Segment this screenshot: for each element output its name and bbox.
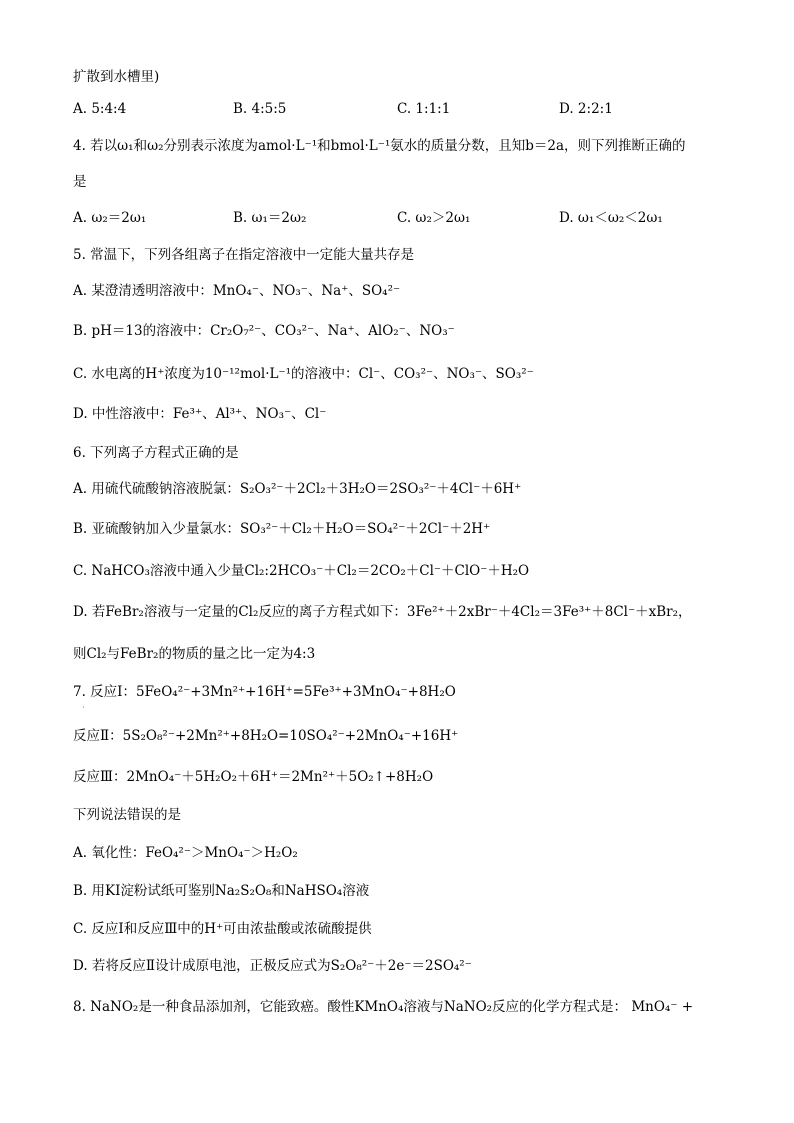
q4-option-a: A. ω₂＝2ω₁ bbox=[73, 210, 147, 226]
q7-reaction-3: 反应Ⅲ：2MnO₄⁻＋5H₂O₂＋6H⁺＝2Mn²⁺＋5O₂↑+8H₂O bbox=[73, 769, 434, 785]
q6-stem: 6. 下列离子方程式正确的是 bbox=[73, 445, 239, 461]
q5-option-d: D. 中性溶液中：Fe³⁺、Al³⁺、NO₃⁻、Cl⁻ bbox=[73, 406, 327, 422]
q6-option-c: C. NaHCO₃溶液中通入少量Cl₂:2HCO₃⁻＋Cl₂＝2CO₂＋Cl⁻＋ClO⁻＋H₂O bbox=[73, 563, 530, 579]
q3-option-a: A. 5:4:4 bbox=[73, 101, 127, 117]
q7-option-b: B. 用KI淀粉试纸可鉴别Na₂S₂O₈和NaHSO₄溶液 bbox=[73, 883, 370, 899]
q3-option-b: B. 4:5:5 bbox=[233, 101, 287, 117]
q7-reaction-1: 7. 反应Ⅰ：5FeO₄²⁻+3Mn²⁺+16H⁺=5Fe³⁺+3MnO₄⁻+8H₂O bbox=[73, 684, 456, 700]
stray-dot: · bbox=[82, 703, 85, 712]
q7-option-a: A. 氧化性：FeO₄²⁻＞MnO₄⁻＞H₂O₂ bbox=[73, 845, 298, 861]
q5-option-a: A. 某澄清透明溶液中：MnO₄⁻、NO₃⁻、Na⁺、SO₄²⁻ bbox=[73, 283, 401, 299]
q5-stem: 5. 常温下，下列各组离子在指定溶液中一定能大量共存是 bbox=[73, 247, 415, 263]
q4-stem: 4. 若以ω₁和ω₂分别表示浓度为amol·L⁻¹和bmol·L⁻¹氨水的质量分数，且知b＝2a，则下列推断正确的 bbox=[73, 138, 686, 154]
q6-option-d: D. 若FeBr₂溶液与一定量的Cl₂反应的离子方程式如下：3Fe²⁺＋2xBr⁻＋4Cl₂＝3Fe³⁺＋8Cl⁻＋xBr₂， bbox=[73, 604, 692, 620]
q4-option-b: B. ω₁＝2ω₂ bbox=[233, 210, 307, 226]
q4-stem-cont: 是 bbox=[73, 174, 87, 190]
q7-option-c: C. 反应Ⅰ和反应Ⅲ中的H⁺可由浓盐酸或浓硫酸提供 bbox=[73, 921, 372, 937]
q6-option-a: A. 用硫代硫酸钠溶液脱氯：S₂O₃²⁻＋2Cl₂＋3H₂O＝2SO₃²⁻＋4Cl⁻＋6H⁺ bbox=[73, 481, 522, 497]
q7-stem: 下列说法错误的是 bbox=[73, 807, 181, 823]
q4-option-d: D. ω₁＜ω₂＜2ω₁ bbox=[559, 210, 663, 226]
q7-option-d: D. 若将反应Ⅱ设计成原电池，正极反应式为S₂O₈²⁻＋2e⁻＝2SO₄²⁻ bbox=[73, 958, 472, 974]
q3-option-c: C. 1:1:1 bbox=[397, 101, 451, 117]
q6-option-d-cont: 则Cl₂与FeBr₂的物质的量之比一定为4:3 bbox=[73, 646, 316, 662]
q6-option-b: B. 亚硫酸钠加入少量氯水：SO₃²⁻＋Cl₂＋H₂O＝SO₄²⁻＋2Cl⁻＋2H⁺ bbox=[73, 521, 491, 537]
q5-option-b: B. pH＝13的溶液中：Cr₂O₇²⁻、CO₃²⁻、Na⁺、AlO₂⁻、NO₃⁻ bbox=[73, 323, 455, 339]
q3-continuation: 扩散到水槽里) bbox=[73, 69, 160, 85]
q3-option-d: D. 2:2:1 bbox=[559, 101, 613, 117]
q5-option-c: C. 水电离的H⁺浓度为10⁻¹²mol·L⁻¹的溶液中：Cl⁻、CO₃²⁻、NO₃⁻、SO₃²⁻ bbox=[73, 366, 534, 382]
q7-reaction-2: 反应Ⅱ：5S₂O₈²⁻+2Mn²⁺+8H₂O=10SO₄²⁻+2MnO₄⁻+16H⁺ bbox=[73, 728, 459, 744]
q4-option-c: C. ω₂＞2ω₁ bbox=[397, 210, 471, 226]
q8-stem: 8. NaNO₂是一种食品添加剂，它能致癌。酸性KMnO₄溶液与NaNO₂反应的化学方程式是： MnO₄⁻ + bbox=[73, 999, 694, 1015]
